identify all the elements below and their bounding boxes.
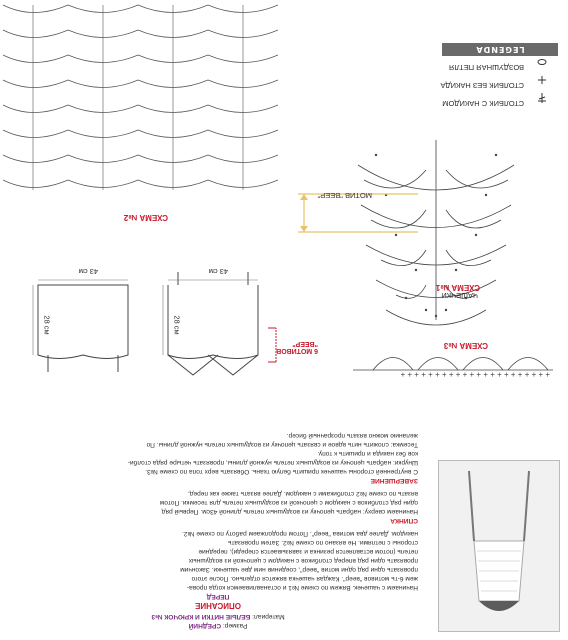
motifs-count-line-1: 6 МОТИВОВ xyxy=(276,347,318,354)
front-text-line: провязать одни ряд одни мотив "веер", соединив ним две чашечки. Закончим xyxy=(180,566,418,573)
chain-stitch-symbol-icon xyxy=(530,62,554,72)
scheme-2-diagram xyxy=(0,0,283,200)
front-text-line: петель (потом вставляется резинка и завязывается спереди), передние xyxy=(198,548,418,555)
front-height-label: 28 см xyxy=(172,315,182,335)
finish-title: ЗАВЕРШЕНИЕ xyxy=(370,477,418,484)
front-text-line: провязать один ряд вперед столбиков с накидом с цепочкой из воздушных xyxy=(188,557,418,564)
svg-text:+ + + + + + + + + + + + + + +: + + + + + + + + + + + + + + + + + + + + + + xyxy=(400,370,550,379)
description-title: ОПИСАНИЕ xyxy=(195,601,241,610)
size-label: Размер: xyxy=(222,622,248,629)
material-label: Материал: xyxy=(252,613,285,620)
motifs-count-label xyxy=(276,340,318,354)
back-text-line: Начинаем сверху: набрать цепочку из воздушных петель длиной 43см. Первый ряд xyxy=(161,508,418,515)
back-title: СПИНКА xyxy=(390,517,418,524)
scheme-2-title: СХЕМА №2 xyxy=(123,213,168,222)
finish-text-line: желанию можно вязать прозрачный бисер. xyxy=(286,432,418,439)
front-width-label: 43 см xyxy=(208,267,228,276)
model-photo xyxy=(438,460,560,632)
legend-item-1 xyxy=(449,62,524,72)
scheme-3-title: СХЕМА №3 xyxy=(443,341,488,350)
front-text-line: Начинаем с чашечек. Вяжем по схеме №1 и останавливаемся когда прова- xyxy=(186,584,418,591)
front-text-line: жем 6-ть мотивов "веер". Каждая чашечка вяжется отдельно. После этого xyxy=(191,575,418,582)
back-width-label: 43 см xyxy=(78,267,98,276)
scheme-1-label: СХЕМА №1 xyxy=(435,283,480,292)
description-block xyxy=(18,390,418,630)
back-text-line: один ряд столбиков с накидом с цепочкой из воздушных петель для тесемки. Потом xyxy=(159,499,418,506)
legend-title: LEGENDA xyxy=(442,43,558,56)
back-height-label: 28 см xyxy=(42,315,52,335)
size-line xyxy=(18,621,418,630)
finish-text-line: Шнурки: набрать цепочку из воздушных петель нужной длины, провязать четыре ряда столби- xyxy=(127,459,418,466)
crochet-top-photo-icon xyxy=(439,461,559,631)
motifs-count-line-2: "ВЕЕР" xyxy=(292,340,318,347)
double-crochet-symbol-icon xyxy=(530,98,554,108)
legend-item-2 xyxy=(441,80,524,90)
finish-text-line: ков без накида и пришить к топу. xyxy=(317,450,418,457)
size-value: СРЕДНИЙ xyxy=(188,622,222,629)
finish-text-line: Тесемка: сложить нить вдвое и связать цепочку из воздушных петель нужной длины. По xyxy=(146,441,418,448)
single-crochet-symbol-icon xyxy=(530,80,554,90)
material-line xyxy=(18,612,418,621)
material-value: БЕЛЫЕ НИТКИ И КРЮЧОК №3 xyxy=(151,613,251,620)
motif-label: МОТИВ "ВЕЕР" xyxy=(317,191,372,200)
front-text-line: накидом. Далее два мотива "веер". Потом продолжаем работу по схеме №2. xyxy=(181,530,418,537)
legend-label: ВОЗДУШНАЯ ПЕТЛЯ xyxy=(449,63,524,72)
front-text-line: стороны с петлями. Не вязано по схеме №2. Затем провязать xyxy=(228,539,418,546)
legend-label: СТОЛБИК БЕЗ НАКИДА xyxy=(440,81,524,90)
scheme-1-subtitle: ЧАШЕЧКИ xyxy=(441,291,478,300)
back-text-line: вязать по схеме №2 столбиками с накидом. Далее вязать также как перед. xyxy=(187,490,418,497)
legend-label: СТОЛБИК С НАКИДОМ xyxy=(442,99,524,108)
legend-item-3 xyxy=(442,98,524,108)
front-title: ПЕРЕД xyxy=(206,593,230,600)
finish-text-line: С внутренней стороны чашечек пришить белую ткань. Обвязать верх топа по схеме №3. xyxy=(145,468,418,475)
